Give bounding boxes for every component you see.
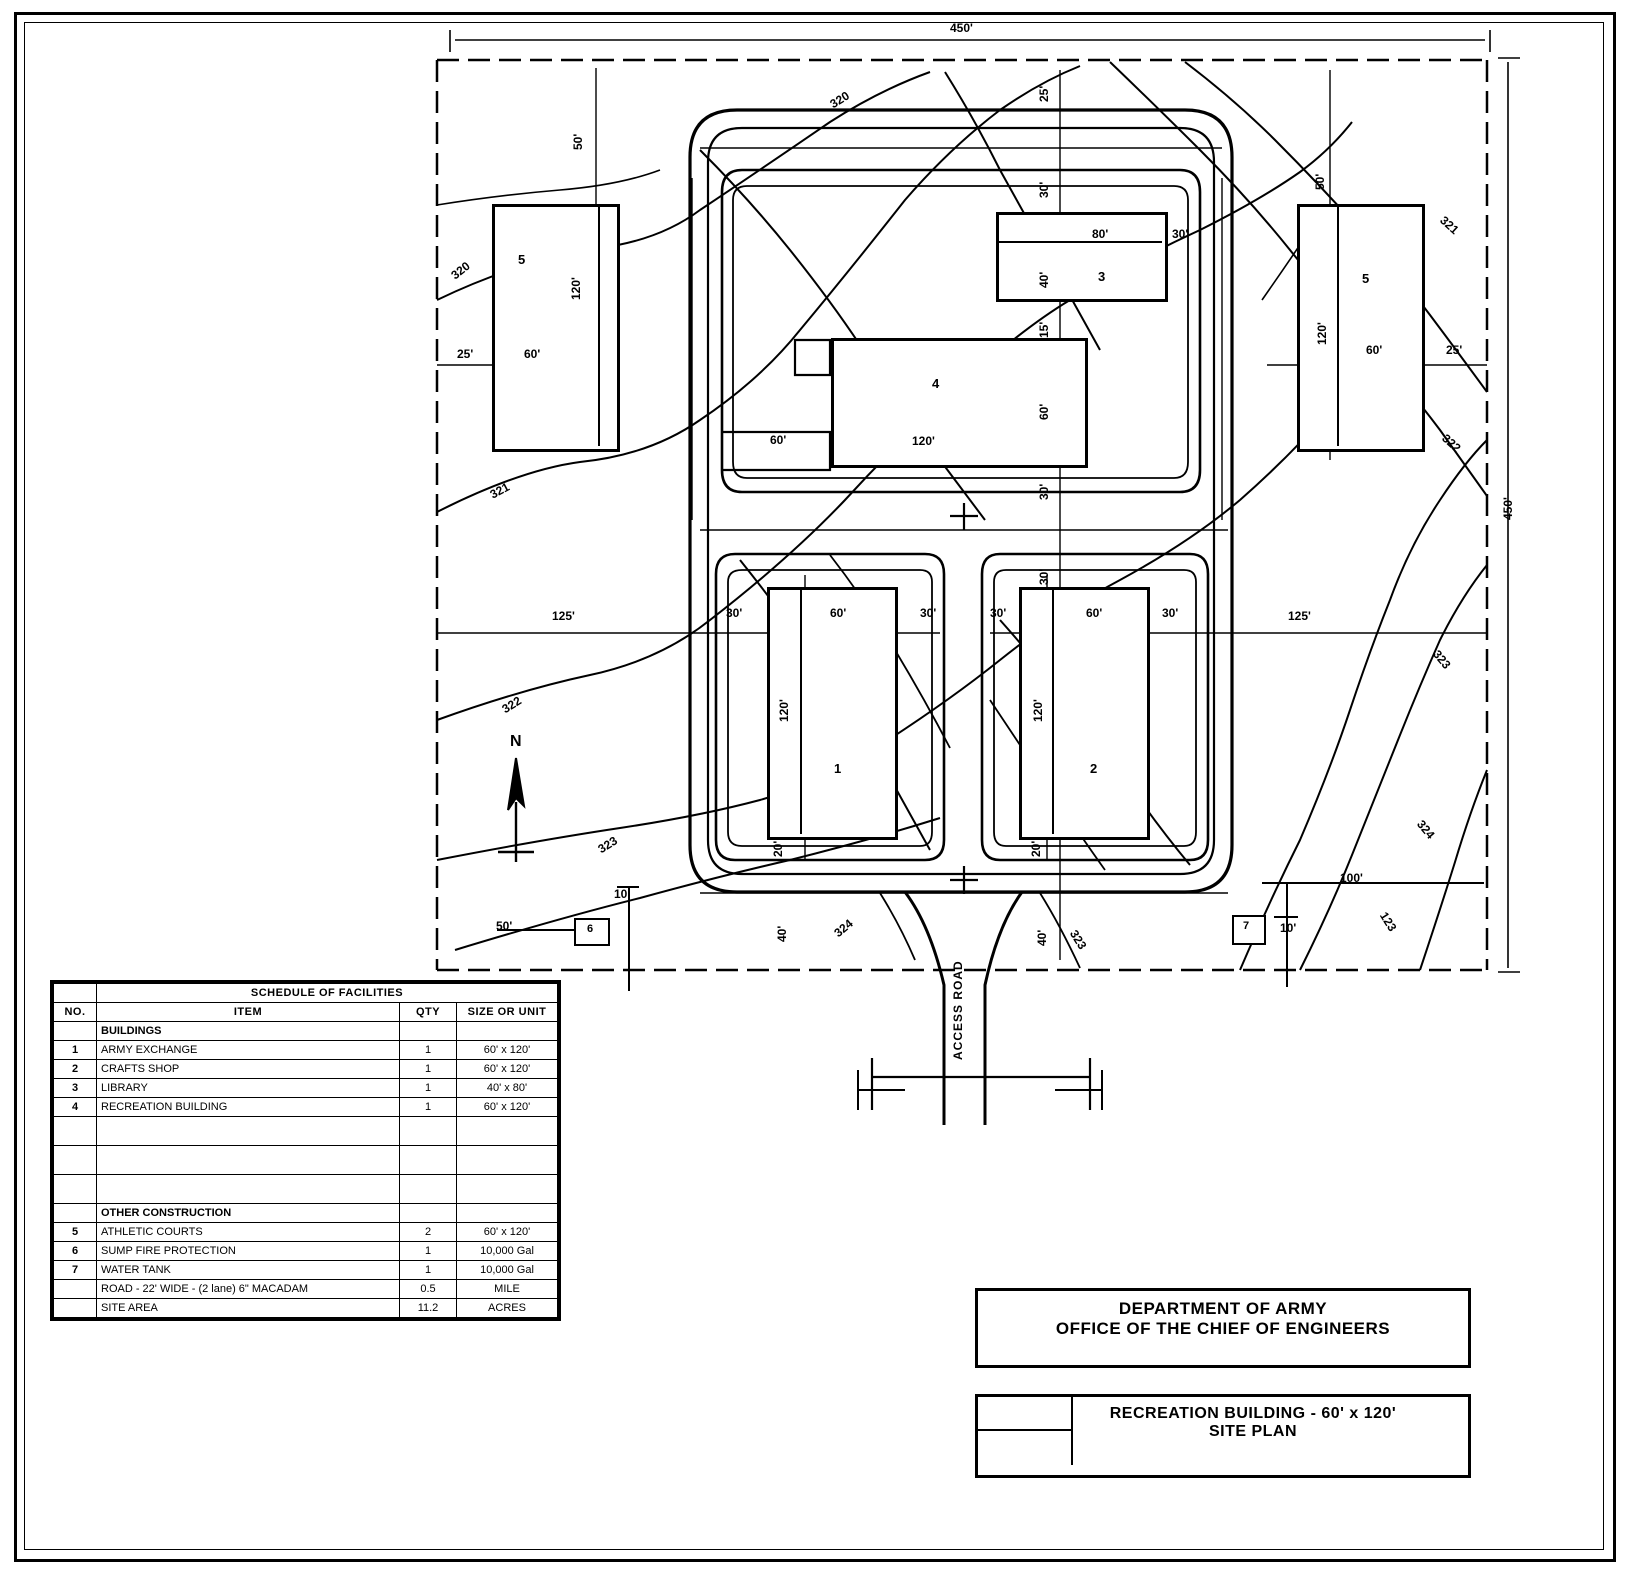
table-row <box>54 1242 558 1261</box>
row-qty: 1 <box>400 1041 457 1060</box>
contour-label-322-ne: 322 <box>1439 431 1464 456</box>
row-item <box>97 1117 400 1146</box>
dim-sump-50: 50' <box>496 919 513 933</box>
dim-se-60: 60' <box>1086 606 1103 620</box>
row-size: MILE <box>457 1280 558 1299</box>
table-row <box>54 1060 558 1079</box>
row-size: 60' x 120' <box>457 1223 558 1242</box>
row-no <box>54 1146 97 1175</box>
row-item: ROAD - 22' WIDE - (2 lane) 6" MACADAM <box>97 1280 400 1299</box>
dim-se-30c: 30' <box>1037 568 1051 585</box>
schedule-table <box>53 983 558 1318</box>
table-row <box>54 1098 558 1117</box>
dim-nw-court-120: 120' <box>569 277 583 300</box>
dim-nw-25: 25' <box>457 347 474 361</box>
row-item: OTHER CONSTRUCTION <box>97 1204 400 1223</box>
row-no <box>54 1175 97 1204</box>
north-arrow-label: N <box>510 733 522 750</box>
row-qty: 1 <box>400 1098 457 1117</box>
contour-label-324-e: 324 <box>1414 817 1438 842</box>
building-label-3: 3 <box>1098 269 1106 284</box>
dim-se-30b: 30' <box>1162 606 1179 620</box>
row-qty <box>400 1204 457 1223</box>
dim-se-120: 120' <box>1031 699 1045 722</box>
dim-rec-60b: 60' <box>770 433 787 447</box>
contour-label-323-w: 323 <box>595 833 620 857</box>
contour-label-321-ne: 321 <box>1437 213 1462 238</box>
row-qty: 11.2 <box>400 1299 457 1318</box>
row-no <box>54 1280 97 1299</box>
row-no: 6 <box>54 1242 97 1261</box>
row-no: 3 <box>54 1079 97 1098</box>
title-block-drawing <box>975 1394 1471 1478</box>
table-row <box>54 1041 558 1060</box>
row-item: SUMP FIRE PROTECTION <box>97 1242 400 1261</box>
dim-library-40: 40' <box>1037 271 1051 288</box>
schedule-title-row <box>54 984 558 1003</box>
row-no <box>54 1299 97 1318</box>
row-size <box>457 1022 558 1041</box>
dim-library-80: 80' <box>1092 227 1109 241</box>
schedule-header-row <box>54 1003 558 1022</box>
table-row-blank <box>54 1146 558 1175</box>
row-qty <box>400 1146 457 1175</box>
row-qty: 2 <box>400 1223 457 1242</box>
row-size <box>457 1204 558 1223</box>
contour-label-323-s: 323 <box>1066 927 1090 952</box>
dim-bottom-40b: 40' <box>1035 929 1049 946</box>
building-label-5-east: 5 <box>1362 271 1370 286</box>
table-row <box>54 1299 558 1318</box>
title-block-agency <box>975 1288 1471 1368</box>
table-row <box>54 1280 558 1299</box>
table-row-blank <box>54 1117 558 1146</box>
table-row <box>54 1261 558 1280</box>
row-no: 4 <box>54 1098 97 1117</box>
dim-tank-10: 10' <box>1280 921 1297 935</box>
row-size <box>457 1175 558 1204</box>
row-qty: 1 <box>400 1079 457 1098</box>
tank-dim-tick <box>1274 916 1298 918</box>
row-item <box>97 1146 400 1175</box>
dim-right-overall: 450' <box>1501 497 1515 520</box>
row-size <box>457 1117 558 1146</box>
drawing-title-line-1: RECREATION BUILDING - 60' x 120' <box>1109 1405 1397 1422</box>
table-row <box>54 1204 558 1223</box>
building-library <box>996 212 1168 302</box>
building-label-2: 2 <box>1090 761 1098 776</box>
dim-sw-60: 60' <box>830 606 847 620</box>
dim-left-125: 125' <box>552 609 575 623</box>
row-size: 60' x 120' <box>457 1060 558 1079</box>
contour-label-323-e: 323 <box>1430 647 1454 672</box>
dim-tank-100: 100' <box>1340 871 1363 885</box>
north-arrow-icon <box>490 752 570 882</box>
table-row <box>54 1079 558 1098</box>
dim-se-30: 30' <box>990 606 1007 620</box>
column-header-qty: QTY <box>400 1003 457 1022</box>
row-no <box>54 1022 97 1041</box>
row-size <box>457 1146 558 1175</box>
dim-sw-30b: 30' <box>920 606 937 620</box>
contour-label-321-w: 321 <box>487 479 512 502</box>
row-no: 1 <box>54 1041 97 1060</box>
table-row <box>54 1022 558 1041</box>
contour-label-320-nw: 320 <box>448 258 473 283</box>
row-item: CRAFTS SHOP <box>97 1060 400 1079</box>
row-no: 5 <box>54 1223 97 1242</box>
dim-top-overall: 450' <box>950 21 973 35</box>
row-item: RECREATION BUILDING <box>97 1098 400 1117</box>
row-size: 60' x 120' <box>457 1041 558 1060</box>
agency-line-2: OFFICE OF THE CHIEF OF ENGINEERS <box>1055 1319 1391 1338</box>
dim-center-30b: 30' <box>1037 483 1051 500</box>
dim-ne-25: 25' <box>1446 343 1463 357</box>
row-size: ACRES <box>457 1299 558 1318</box>
schedule-title-spacer <box>54 984 97 1003</box>
symbol-label-7: 7 <box>1243 920 1250 932</box>
row-size: 60' x 120' <box>457 1098 558 1117</box>
dim-sw-30: 30' <box>726 606 743 620</box>
row-qty: 1 <box>400 1242 457 1261</box>
column-header-size: SIZE OR UNIT <box>457 1003 558 1022</box>
row-size: 40' x 80' <box>457 1079 558 1098</box>
dim-ne-50: 50' <box>1313 173 1327 190</box>
column-header-no: NO. <box>54 1003 97 1022</box>
symbol-label-6: 6 <box>587 923 594 935</box>
dim-library-30: 30' <box>1172 227 1189 241</box>
contour-label-322-w: 322 <box>499 693 524 717</box>
row-qty <box>400 1175 457 1204</box>
row-no <box>54 1117 97 1146</box>
dim-se-20: 20' <box>1029 840 1043 857</box>
dim-center-30a: 30' <box>1037 181 1051 198</box>
row-item: BUILDINGS <box>97 1022 400 1041</box>
sump-dim-v <box>628 886 630 991</box>
table-row-blank <box>54 1175 558 1204</box>
exchange-divider <box>800 587 802 834</box>
building-label-4: 4 <box>932 376 940 391</box>
title-block-divider-h <box>978 1429 1071 1431</box>
table-row <box>54 1223 558 1242</box>
dim-center-15: 15' <box>1037 321 1051 338</box>
row-item: SITE AREA <box>97 1299 400 1318</box>
agency-line-1: DEPARTMENT OF ARMY <box>1118 1299 1328 1318</box>
dim-sw-20: 20' <box>771 840 785 857</box>
row-item: ARMY EXCHANGE <box>97 1041 400 1060</box>
contour-label-324-s: 324 <box>831 916 856 940</box>
dim-nw-court-60: 60' <box>524 347 541 361</box>
court-east-divider <box>1337 204 1339 446</box>
schedule-of-facilities <box>50 980 561 1321</box>
dim-ne-court-60: 60' <box>1366 343 1383 357</box>
tank-dim-h <box>1262 882 1484 884</box>
dim-rec-120: 120' <box>912 434 935 448</box>
dim-rec-60: 60' <box>1037 403 1051 420</box>
row-no <box>54 1204 97 1223</box>
drawing-title-line-2: SITE PLAN <box>1208 1423 1298 1440</box>
dim-bottom-40a: 40' <box>775 925 789 942</box>
row-qty: 1 <box>400 1060 457 1079</box>
title-block-divider <box>1071 1397 1073 1465</box>
row-qty <box>400 1022 457 1041</box>
row-qty: 1 <box>400 1261 457 1280</box>
dim-right-125: 125' <box>1288 609 1311 623</box>
dim-nw-50: 50' <box>571 133 585 150</box>
dim-center-25: 25' <box>1037 85 1051 102</box>
row-item <box>97 1175 400 1204</box>
library-divider <box>996 241 1162 243</box>
dim-sw-120: 120' <box>777 699 791 722</box>
row-qty <box>400 1117 457 1146</box>
court-west-divider <box>598 204 600 446</box>
row-item: ATHLETIC COURTS <box>97 1223 400 1242</box>
dim-ne-court-120: 120' <box>1315 322 1329 345</box>
building-label-1: 1 <box>834 761 842 776</box>
row-size: 10,000 Gal <box>457 1261 558 1280</box>
row-item: LIBRARY <box>97 1079 400 1098</box>
row-item: WATER TANK <box>97 1261 400 1280</box>
crafts-divider <box>1052 587 1054 834</box>
row-no: 7 <box>54 1261 97 1280</box>
column-header-item: ITEM <box>97 1003 400 1022</box>
contour-label-123-se: 123 <box>1376 909 1400 934</box>
row-qty: 0.5 <box>400 1280 457 1299</box>
dim-sump-10: 10' <box>614 887 631 901</box>
schedule-title: SCHEDULE OF FACILITIES <box>97 984 558 1003</box>
building-athletic-court-west <box>492 204 620 452</box>
contour-label-320-top: 320 <box>827 88 852 112</box>
access-road-label: ACCESS ROAD <box>951 960 965 1060</box>
building-label-5-west: 5 <box>518 252 526 267</box>
row-size: 10,000 Gal <box>457 1242 558 1261</box>
row-no: 2 <box>54 1060 97 1079</box>
